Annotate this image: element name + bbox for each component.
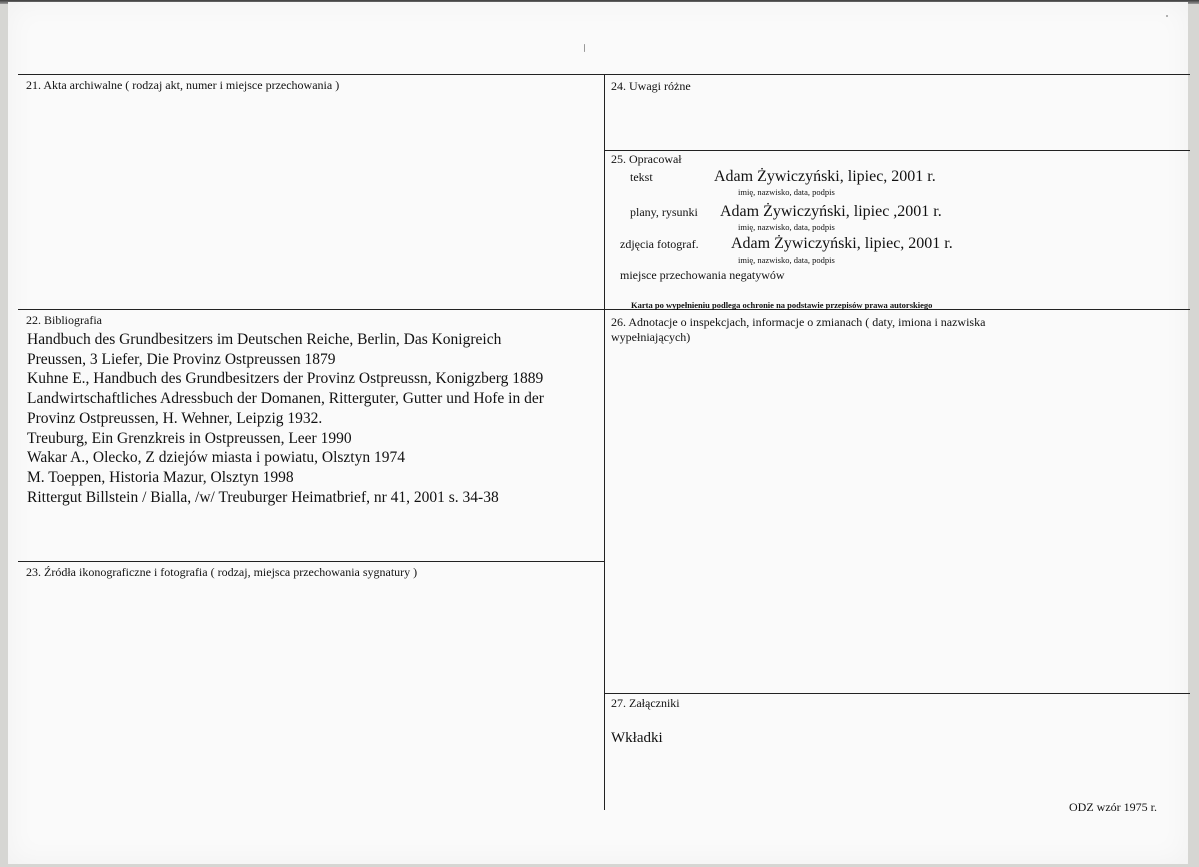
section-27-title: 27. Załączniki	[611, 696, 680, 710]
divider	[18, 309, 1190, 310]
author-row-hint: imię, nazwisko, data, podpis	[738, 187, 835, 197]
author-row-label: tekst	[630, 170, 653, 184]
bibliography-line: Wakar A., Olecko, Z dziejów miasta i powiatu, Olsztyn 1974	[27, 449, 405, 467]
author-row-label: plany, rysunki	[630, 205, 698, 219]
scan-speck	[1166, 15, 1168, 17]
negatives-location-label: miejsce przechowania negatywów	[620, 268, 785, 282]
divider	[604, 74, 605, 810]
section-21-title: 21. Akta archiwalne ( rodzaj akt, numer i miejsce przechowania )	[26, 78, 340, 92]
bibliography-line: M. Toeppen, Historia Mazur, Olsztyn 1998	[27, 468, 294, 486]
author-row-hint: imię, nazwisko, data, podpis	[738, 222, 835, 232]
author-row-value: Adam Żywiczyński, lipiec, 2001 r.	[731, 235, 953, 252]
section-22-title: 22. Bibliografia	[26, 313, 102, 327]
bibliography-line: Provinz Ostpreussen, H. Wehner, Leipzig 1932.	[27, 409, 323, 427]
section-26-title-cont: wypełniających)	[611, 330, 691, 344]
section-24-title: 24. Uwagi różne	[611, 79, 691, 93]
author-row-label: zdjęcia fotograf.	[620, 237, 699, 251]
bibliography-line: Kuhne E., Handbuch des Grundbesitzers der Provinz Ostpreussn, Konigzberg 1889	[27, 370, 544, 388]
bibliography-line: Rittergut Billstein / Bialla, /w/ Treuburger Heimatbrief, nr 41, 2001 s. 34-38	[27, 488, 499, 506]
section-23-title: 23. Źródła ikonograficzne i fotografia ( rodzaj, miejsca przechowania sygnatury )	[26, 565, 418, 579]
bibliography-line: Treuburg, Ein Grenzkreis in Ostpreussen, Leer 1990	[27, 429, 352, 447]
bibliography-line: Preussen, 3 Liefer, Die Provinz Ostpreussen 1879	[27, 350, 336, 368]
copyright-notice: Karta po wypełnieniu podlega ochronie na podstawie przepisów prawa autorskiego	[631, 300, 933, 310]
divider	[605, 693, 1190, 694]
author-row-value: Adam Żywiczyński, lipiec ,2001 r.	[720, 203, 942, 220]
section-26-title: 26. Adnotacje o inspekcjach, informacje o zmianach ( daty, imiona i nazwiska	[611, 315, 986, 329]
author-row-hint: imię, nazwisko, data, podpis	[738, 255, 835, 265]
author-row-value: Adam Żywiczyński, lipiec, 2001 r.	[714, 168, 936, 185]
section-25-title: 25. Opracował	[611, 152, 682, 166]
scan-speck	[584, 44, 585, 52]
divider	[605, 150, 1190, 151]
divider	[18, 561, 605, 562]
bibliography-list	[27, 330, 544, 507]
form-identifier: ODZ wzór 1975 r.	[1069, 800, 1157, 814]
bibliography-line: Landwirtschaftliches Adressbuch der Domanen, Ritterguter, Gutter und Hofe in der	[27, 390, 544, 408]
attachments-value: Wkładki	[611, 730, 663, 746]
record-card	[8, 2, 1188, 864]
bibliography-line: Handbuch des Grundbesitzers im Deutschen Reiche, Berlin, Das Konigreich	[27, 331, 502, 348]
